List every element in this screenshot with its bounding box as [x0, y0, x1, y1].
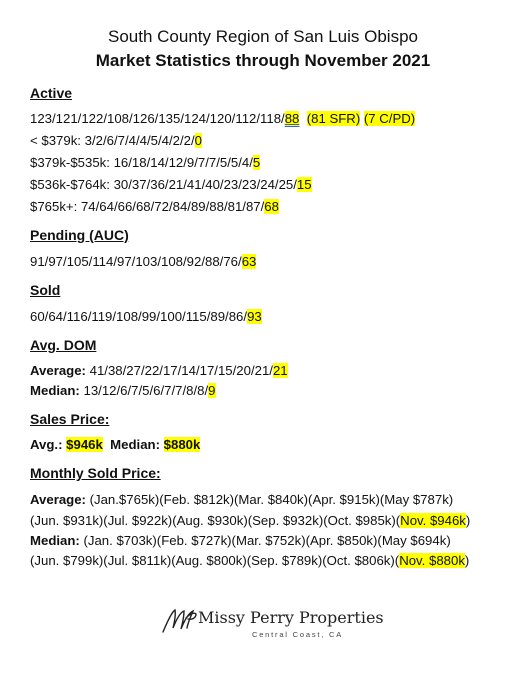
active-range-under-379: [30, 133, 202, 148]
range-current: 0: [194, 133, 202, 148]
company-logo: [160, 598, 384, 648]
monthly-heading: Monthly Sold Price:: [30, 465, 161, 481]
active-cpd-count: (7 C/PD): [363, 111, 416, 126]
monthly-median-row-2: [30, 553, 469, 568]
dom-average-row: [30, 363, 288, 378]
range-current: 68: [264, 199, 279, 214]
logo-location: Central Coast, CA: [252, 630, 344, 639]
active-heading: Active: [30, 85, 73, 101]
logo-company-name: Missy Perry Properties: [198, 608, 384, 627]
monthly-average-label: Average:: [30, 492, 86, 507]
range-values: < $379k: 3/2/6/7/4/4/5/4/2/2/: [30, 133, 195, 148]
sales-price-heading: Sales Price:: [30, 411, 110, 427]
monthly-average-current: Nov. $946k: [400, 513, 466, 528]
sold-row: [30, 309, 262, 324]
sold-current: 93: [247, 309, 262, 324]
sales-median-value: $880k: [163, 437, 201, 452]
range-values: $379k-$535k: 16/18/14/12/9/7/7/5/5/4/: [30, 155, 253, 170]
range-current: 15: [296, 177, 312, 192]
sales-price-row: [30, 437, 200, 452]
paren-close: ): [464, 553, 470, 568]
active-total-current: 88: [284, 111, 300, 126]
sold-heading: Sold: [30, 282, 61, 298]
dom-heading: Avg. DOM: [30, 337, 97, 353]
monthly-median-values-1: (Jan. $703k)(Feb. $727k)(Mar. $752k)(Apr. $850k)(May $694k): [79, 533, 451, 548]
monthly-average-row-2: [30, 513, 470, 528]
range-values: $536k-$764k: 30/37/36/21/41/40/23/23/24/25/: [30, 177, 297, 192]
monthly-average-values-1: (Jan.$765k)(Feb. $812k)(Mar. $840k)(Apr. $915k)(May $787k): [85, 492, 454, 507]
paren-close: ): [465, 513, 471, 528]
pending-row: [30, 254, 256, 269]
monthly-median-row-1: [30, 533, 451, 548]
pending-current: 63: [241, 254, 257, 269]
region-title: South County Region of San Luis Obispo: [108, 27, 418, 46]
dom-average-values: 41/38/27/22/17/14/17/15/20/21/: [85, 363, 273, 378]
dom-median-row: [30, 383, 216, 398]
active-range-536-764: [30, 177, 312, 192]
active-range-765-plus: [30, 199, 279, 214]
dom-median-values: 13/12/6/7/5/6/7/7/8/8/: [79, 383, 209, 398]
dom-average-label: Average:: [30, 363, 86, 378]
sales-median-label: Median:: [110, 437, 160, 452]
monthly-median-values-2: (Jun. $799k)(Jul. $811k)(Aug. $800k)(Sep. $789k)(Oct. $806k)(: [30, 553, 400, 568]
active-range-379-535: [30, 155, 260, 170]
monthly-median-current: Nov. $880k: [399, 553, 465, 568]
sales-avg-value: $946k: [66, 437, 103, 452]
active-total-row: [30, 111, 415, 126]
active-sfr-count: (81 SFR): [306, 111, 361, 126]
pending-heading: Pending (AUC): [30, 227, 129, 243]
range-current: 5: [252, 155, 261, 170]
sold-values: 60/64/116/119/108/99/100/115/89/86/: [30, 309, 248, 324]
range-values: $765k+: 74/64/66/68/72/84/89/88/81/87/: [30, 199, 265, 214]
monthly-average-values-2: (Jun. $931k)(Jul. $922k)(Aug. $930k)(Sep. $932k)(Oct. $985k)(: [30, 513, 401, 528]
dom-median-current: 9: [208, 383, 216, 398]
dom-median-label: Median:: [30, 383, 80, 398]
logo-monogram-icon: [160, 598, 200, 638]
dom-average-current: 21: [272, 363, 288, 378]
monthly-average-row-1: [30, 492, 453, 507]
active-total-values: 123/121/122/108/126/135/124/120/112/118/: [30, 111, 285, 126]
pending-values: 91/97/105/114/97/103/108/92/88/76/: [30, 254, 242, 269]
sales-avg-label: Avg.:: [30, 437, 63, 452]
monthly-median-label: Median:: [30, 533, 80, 548]
stats-title: Market Statistics through November 2021: [95, 51, 431, 70]
